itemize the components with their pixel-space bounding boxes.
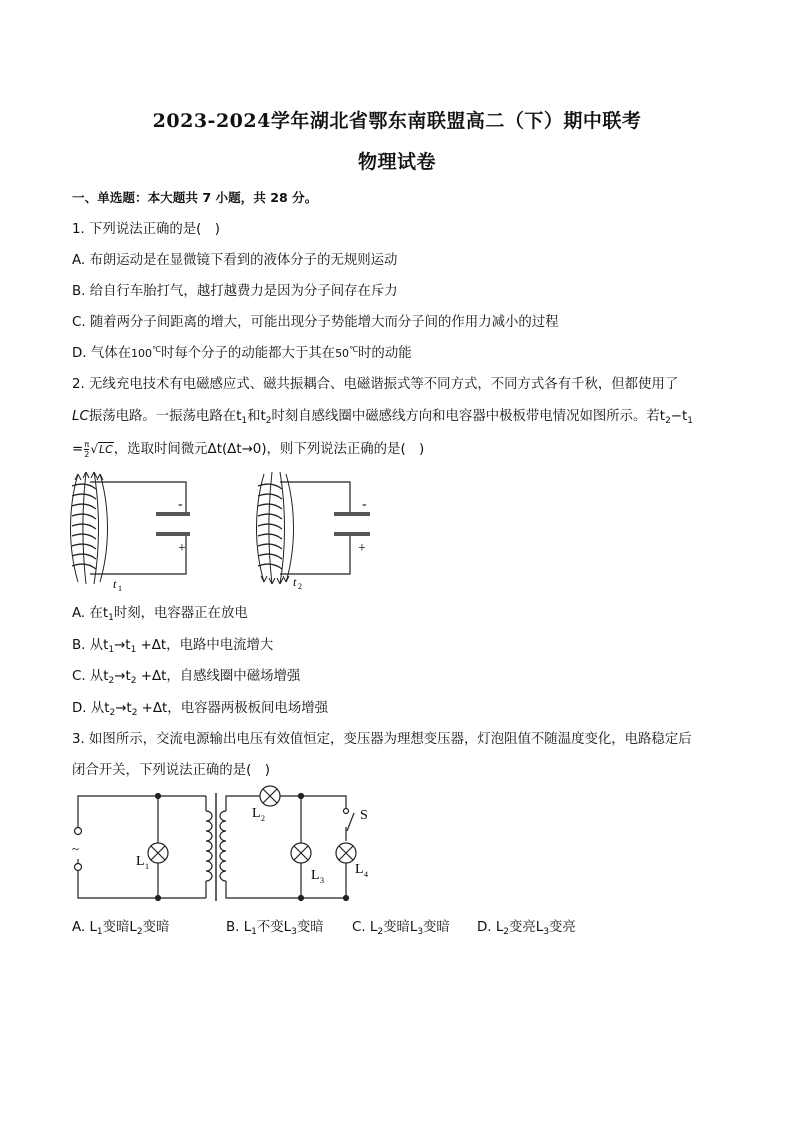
label-t2-sub: 2 [298,582,302,591]
q1-d-unit1: ℃ [152,345,161,354]
q1-option-a: A. 布朗运动是在显微镜下看到的液体分子的无规则运动 [72,253,398,268]
q2-d3: +Δt，电容器两极板间电场增强 [137,701,328,716]
q2-option-d [72,697,328,718]
ac-symbol: ~ [72,841,80,856]
q3-option-c [352,916,450,937]
label-L3: L [311,868,320,883]
q3-c2: 变暗L [383,920,418,935]
label-t2: t [293,575,297,589]
q2-d-sub1: 2 [109,708,116,718]
ac-terminal-top [75,828,82,835]
arrowheads-up [75,472,103,480]
sqrt-sign: √ [90,442,98,456]
q2-option-b [72,634,273,655]
q2-l2d: −t [670,409,688,424]
q2-l2-sub4: 1 [687,416,694,426]
q3-option-b [226,916,324,937]
q2-b-sub2: 1 [130,645,137,655]
q1-option-d [72,342,412,361]
q3-b-sub2: 3 [291,927,297,937]
switch-S [347,813,354,831]
q2-sqrt-arg: LC [98,443,113,456]
q2-l2a: 振荡电路。一振荡电路在t [88,409,242,424]
field-lines-t1-up [71,472,108,584]
q3-b2: 不变L [256,920,292,935]
q2-b-sub1: 1 [108,645,115,655]
q3-a-sub1: 1 [96,927,103,937]
q3-b3: 变暗 [296,920,324,935]
q2-lc-circuit-figure [60,468,390,596]
q2-l2b: 和t [247,409,266,424]
q2-c3: +Δt，自感线圈中磁场增强 [136,669,301,684]
q2-l2-sub3: 2 [665,416,671,426]
q3-line2: 闭合开关，下列说法正确的是( ) [72,763,270,778]
q2-l2c: 时刻自感线圈中磁感线方向和电容器中极板带电情况如图所示。若t [271,409,666,424]
q1-d-temp1: 100 [131,347,152,360]
q2-fraction [84,440,89,459]
q1-stem: 1. 下列说法正确的是( ) [72,222,220,237]
q1-d-text3: 时的动能 [358,346,412,361]
label-t1: t [113,577,117,591]
q3-c-sub1: 2 [377,927,384,937]
q3-d-sub1: 2 [503,927,510,937]
q2-frac-den: 2 [84,449,90,459]
q2-b3: +Δt，电路中电流增大 [136,638,274,653]
q3-a2: 变暗L [102,920,137,935]
q1-option-b: B. 给自行车胎打气，越打越费力是因为分子间存在斥力 [72,284,398,299]
q3-c-sub2: 3 [417,927,424,937]
label-L1-sub: 1 [145,862,149,871]
q2-line1: 2. 无线充电技术有电磁感应式、磁共振耦合、电磁谐振式等不同方式，不同方式各有千秋，但都使用了 [72,377,679,392]
q2-line3 [72,438,424,459]
q2-option-c [72,665,300,686]
circuit-t2 [257,472,371,584]
arrowheads-down [261,576,289,584]
q1-d-unit2: ℃ [349,345,359,354]
q2-l3post: ，选取时间微元Δt(Δt→0)，则下列说法正确的是( ) [113,442,425,457]
q2-d2: →t [115,701,132,716]
q3-option-d [477,916,576,937]
q3-option-a [72,916,169,937]
q3-b-sub1: 1 [251,927,257,937]
q3-a3: 变暗 [142,920,170,935]
q3-d-sub2: 3 [543,927,550,937]
q1-d-text2: 时每个分子的动能都大于其在 [160,346,336,361]
page-subtitle: 物理试卷 [357,151,436,173]
lamp-L3 [291,843,311,863]
q2-option-a [72,602,248,623]
circuit-t1 [71,472,191,584]
section-heading: 一、单选题：本大题共 7 小题，共 28 分。 [72,190,318,205]
page-title: 2023-2024学年湖北省鄂东南联盟高二（下）期中联考 [152,110,642,132]
q2-a-sub: 1 [108,613,114,623]
label-L4: L [355,862,364,877]
label-L4-sub: 4 [364,870,368,879]
q3-a1: A. L [72,920,97,935]
field-lines-t2-down [257,472,294,584]
q3-c1: C. L [352,920,378,935]
ac-terminal-bottom [75,864,82,871]
lamp-L4 [336,843,356,863]
q3-d1: D. L [477,920,504,935]
q2-c2: →t [114,669,131,684]
q1-option-c: C. 随着两分子间距离的增大，可能出现分子势能增大而分子间的作用力减小的过程 [72,315,559,330]
q2-l2-sub1: 1 [241,416,248,426]
plus-sign-t2: + [358,541,366,556]
q2-c-sub1: 2 [108,676,115,686]
secondary-coil [220,811,226,881]
primary-coil [206,811,212,881]
lamp-L1 [148,843,168,863]
q3-a-sub2: 2 [136,927,143,937]
q2-line2 [72,405,693,426]
q2-frac-num: π [84,439,90,449]
q2-a2: 时刻，电容器正在放电 [113,606,248,621]
q3-d2: 变亮L [509,920,544,935]
q2-lc: LC [72,409,89,424]
q2-b1: B. 从t [72,638,109,653]
plus-sign-t1: + [178,541,186,556]
q2-d1: D. 从t [72,701,110,716]
q2-c-sub2: 2 [130,676,137,686]
label-L2: L [252,806,261,821]
q3-b1: B. L [226,920,252,935]
switch-contact-top [344,809,349,814]
q2-d-sub2: 2 [131,708,138,718]
q2-a1: A. 在t [72,606,109,621]
q2-b2: →t [114,638,131,653]
minus-sign-t1: - [178,497,183,512]
q3-c3: 变暗 [423,920,450,935]
label-t1-sub: 1 [118,584,122,593]
label-L2-sub: 2 [261,814,265,823]
q1-d-temp2: 50 [335,347,350,360]
q2-l2-sub2: 2 [265,416,272,426]
q3-line1: 3. 如图所示，交流电源输出电压有效值恒定，变压器为理想变压器，灯泡阻值不随温度变化，电路稳定后 [72,732,692,747]
q3-d3: 变亮 [549,920,576,935]
label-S: S [360,808,368,823]
q1-d-text: D. 气体在 [72,346,131,361]
q2-eq: = [72,442,84,457]
label-L3-sub: 3 [320,876,324,885]
lamp-L2 [260,786,280,806]
q2-c1: C. 从t [72,669,109,684]
q3-transformer-circuit-figure [66,783,396,903]
label-L1: L [136,854,145,869]
minus-sign-t2: - [362,497,367,512]
